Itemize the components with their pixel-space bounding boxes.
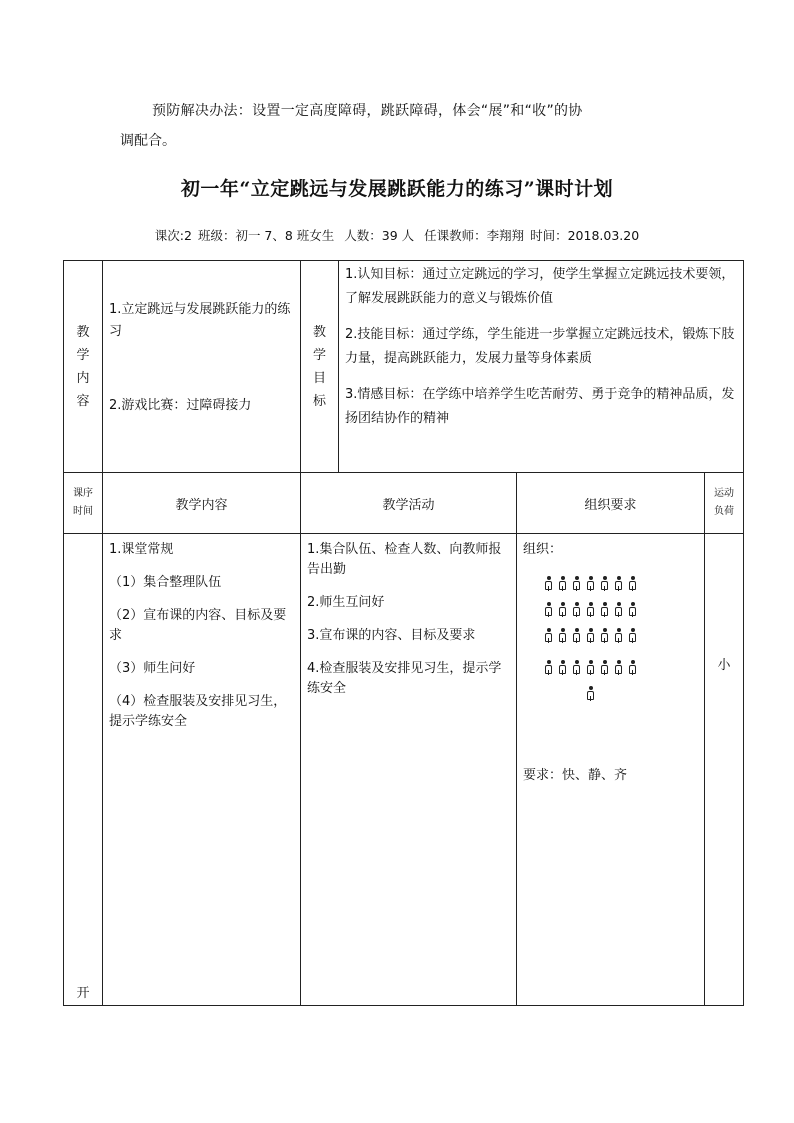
content-label: 教 学 内 容 xyxy=(64,261,103,473)
meta-time: 时间：2018.03.20 xyxy=(530,228,640,243)
header-order-time: 课序 时间 xyxy=(64,473,103,534)
student-icon xyxy=(613,602,624,616)
requirement-text: 要求：快、静、齐 xyxy=(523,768,628,783)
activity-line: 3.宣布课的内容、目标及要求 xyxy=(307,628,476,643)
student-icon xyxy=(557,576,568,590)
row-activity-cell xyxy=(301,534,517,1006)
header-content: 教学内容 xyxy=(103,473,301,534)
formation-diagram xyxy=(543,570,698,706)
student-icon xyxy=(543,660,554,674)
meta-teacher: 任课教师：李翔翔 xyxy=(424,228,525,243)
content-line: 1.课堂常规 xyxy=(109,542,174,557)
student-icon xyxy=(599,576,610,590)
load-cell xyxy=(705,534,744,1006)
student-icon xyxy=(613,576,624,590)
student-icon xyxy=(627,628,638,642)
student-icon xyxy=(557,660,568,674)
intro-line-2: 调配合。 xyxy=(120,133,176,149)
student-icon xyxy=(571,628,582,642)
student-icon xyxy=(613,628,624,642)
content-line: （1）集合整理队伍 xyxy=(109,575,222,590)
student-icon xyxy=(571,602,582,616)
meta-class: 班级：初一 7、8 班女生 xyxy=(197,228,335,243)
student-icon xyxy=(585,660,596,674)
student-icon xyxy=(599,602,610,616)
goal-label: 教 学 目 标 xyxy=(301,261,339,473)
student-icon xyxy=(627,602,638,616)
student-icon xyxy=(543,576,554,590)
content-line: （4）检查服装及安排见习生，提示学练安全 xyxy=(109,694,287,729)
student-icon xyxy=(557,628,568,642)
objectives-table xyxy=(63,260,744,473)
student-icon xyxy=(543,628,554,642)
student-icon xyxy=(585,576,596,590)
row-organization-cell xyxy=(517,534,705,1006)
teacher-icon xyxy=(585,686,596,700)
lesson-meta xyxy=(0,226,794,244)
content-line: （2）宣布课的内容、目标及要求 xyxy=(109,608,287,643)
phase-label: 开 xyxy=(76,986,90,1001)
meta-count: 人数：39 人 xyxy=(344,228,415,243)
activity-line: 2.师生互问好 xyxy=(307,595,385,610)
header-organization: 组织要求 xyxy=(517,473,705,534)
formation-row xyxy=(543,654,698,680)
lesson-plan-table xyxy=(63,472,744,1006)
formation-row xyxy=(543,596,698,622)
content-cell xyxy=(103,261,301,473)
load-value: 小 xyxy=(717,658,731,673)
header-activity: 教学活动 xyxy=(301,473,517,534)
header-load: 运动 负荷 xyxy=(705,473,744,534)
student-icon xyxy=(557,602,568,616)
row-content-cell xyxy=(103,534,301,1006)
page-title: 初一年“立定跳远与发展跳跃能力的练习”课时计划 xyxy=(180,178,614,200)
student-icon xyxy=(585,602,596,616)
student-icon xyxy=(543,602,554,616)
goal-cell xyxy=(339,261,744,473)
formation-row xyxy=(543,622,698,648)
goal-item: 1.认知目标：通过立定跳远的学习，使学生掌握立定跳远技术要领，了解发展跳跃能力的意义与锻炼价值 xyxy=(345,267,735,306)
content-line: （3）师生问好 xyxy=(109,661,196,676)
student-icon xyxy=(585,628,596,642)
activity-line: 4.检查服装及安排见习生，提示学练安全 xyxy=(307,661,502,696)
content-item: 2.游戏比赛：过障碍接力 xyxy=(109,398,252,413)
formation-row xyxy=(543,570,698,596)
student-icon xyxy=(599,628,610,642)
teacher-row xyxy=(543,680,698,706)
phase-cell xyxy=(64,534,103,1006)
activity-line: 1.集合队伍、检查人数、向教师报告出勤 xyxy=(307,542,502,577)
student-icon xyxy=(613,660,624,674)
student-icon xyxy=(571,576,582,590)
goal-item: 2.技能目标：通过学练，学生能进一步掌握立定跳远技术，锻炼下肢力量，提高跳跃能力，发展力量等身体素质 xyxy=(345,327,735,366)
student-icon xyxy=(627,576,638,590)
content-item: 1.立定跳远与发展跳跃能力的练习 xyxy=(109,302,291,339)
intro-line-1: 预防解决办法：设置一定高度障碍，跳跃障碍，体会“展”和“收”的协 xyxy=(152,103,583,119)
meta-lesson: 课次:2 xyxy=(154,228,192,243)
student-icon xyxy=(627,660,638,674)
student-icon xyxy=(571,660,582,674)
student-icon xyxy=(599,660,610,674)
organization-label: 组织： xyxy=(523,542,563,557)
goal-item: 3.情感目标：在学练中培养学生吃苦耐劳、勇于竞争的精神品质，发扬团结协作的精神 xyxy=(345,387,735,426)
